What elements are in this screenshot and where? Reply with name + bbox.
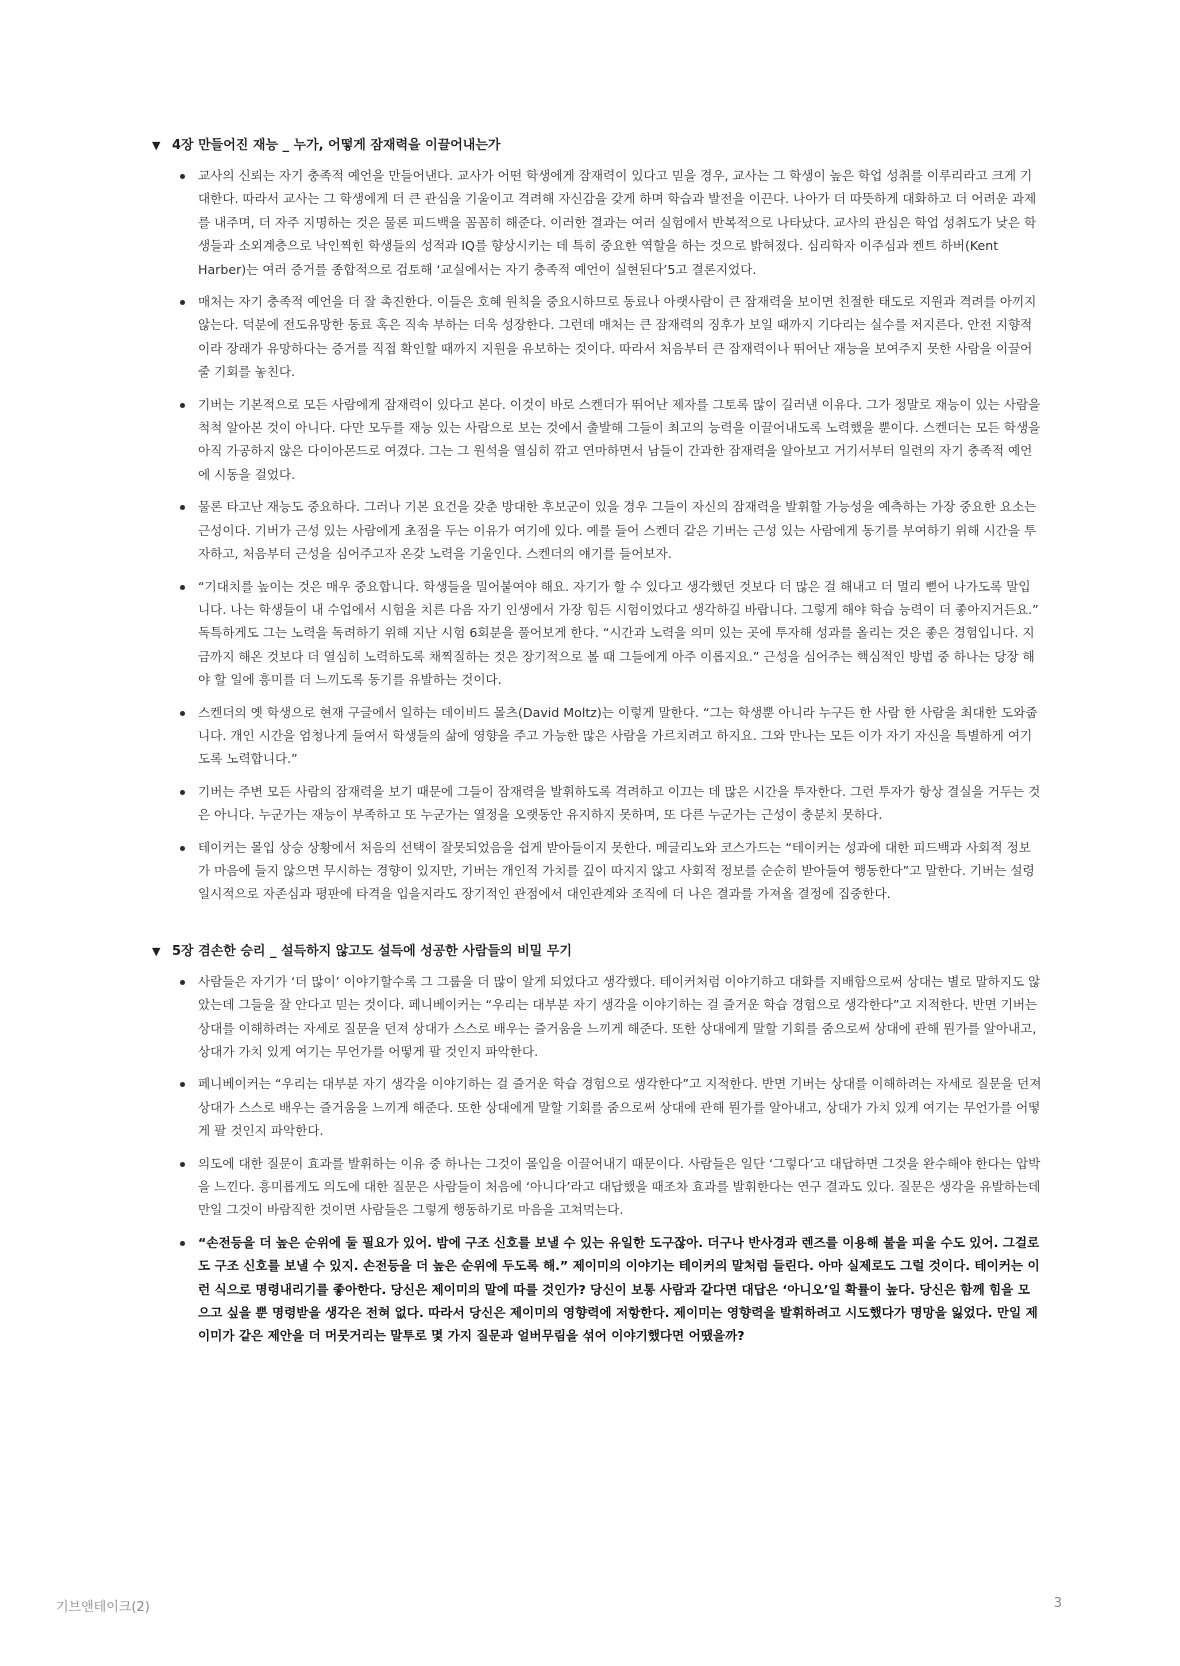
list-item: [178, 780, 1042, 827]
bullet-icon: [180, 790, 185, 795]
footer-document-title: 기브앤테이크(2): [56, 1600, 150, 1615]
list-item-text: 매처는 자기 충족적 예언을 더 잘 촉진한다. 이들은 호혜 원칙을 중요시하므로 동료나 아랫사람이 큰 잠재력을 보이면 친절한 태도로 지원과 격려를 아끼지 않는다. 덕분에 전도유망한 동료 혹은 직속 부하는 더욱 성장한다. 그런데 매처는 큰 잠재력의 징후가 보일 때까지 기다리는 실수를 저지른다. 안전 지향적이라 장래가 유망하다는 증거를 직접 확인할 때까지 지원을 유보하는 것이다. 따라서 처음부터 큰 잠재력이나 뛰어난 재능을 보여주지 못한 사람을 이끌어줄 기회를 놓친다.: [198, 294, 1037, 380]
chapter-5-bullet-list: [152, 970, 1042, 1348]
list-item: [178, 836, 1042, 906]
bullet-icon: [180, 846, 185, 851]
list-item-text: 교사의 신뢰는 자기 충족적 예언을 만들어낸다. 교사가 어떤 학생에게 잠재력이 있다고 믿을 경우, 교사는 그 학생이 높은 학업 성취를 이루리라고 크게 기대한다. 따라서 교사는 그 학생에게 더 큰 관심을 기울이고 격려해 자신감을 갖게 하며 학습과 발전을 이끈다. 나아가 더 따뜻하게 대화하고 더 어려운 과제를 내주며, 더 자주 지명하는 것은 물론 피드백을 꼼꼼히 해준다. 이러한 결과는 여러 실험에서 반복적으로 나타났다. 교사의 관심은 학업 성취도가 낮은 학생들과 소외계층으로 낙인찍힌 학생들의 성적과 IQ를 향상시키는 데 특히 중요한 역할을 하는 것으로 밝혀졌다. 심리학자 이주심과 켄트 하버(Kent Harber)는 여러 증거를 종합적으로 검토해 ‘교실에서는 자기 충족적 예언이 실현된다’5고 결론지었다.: [198, 168, 1037, 277]
bullet-icon: [180, 403, 185, 408]
footer-page-number: 3: [1053, 1596, 1062, 1611]
list-item-text: 페니베이커는 “우리는 대부분 자기 생각을 이야기하는 걸 즐거운 학습 경험으로 생각한다”고 지적한다. 반면 기버는 상대를 이해하려는 자세로 질문을 던져 상대가 스스로 배우는 즐거움을 느끼게 해준다. 또한 상대에게 말할 기회를 줌으로써 상대에 관해 뭔가를 알아내고, 상대가 가치 있게 여기는 무언가를 어떻게 팔 것인지 파악한다.: [198, 1076, 1042, 1139]
bullet-icon: [180, 711, 185, 716]
list-item: [178, 701, 1042, 771]
list-item: [178, 1072, 1042, 1142]
bullet-icon: [180, 174, 185, 179]
chapter-4-section: [152, 136, 1042, 906]
list-item: [178, 495, 1042, 565]
toggle-arrow-icon[interactable]: ▼: [152, 944, 161, 958]
list-item-bold: [178, 1231, 1042, 1348]
list-item-text: “기대치를 높이는 것은 매우 중요합니다. 학생들을 밀어붙여야 해요. 자기가 할 수 있다고 생각했던 것보다 더 많은 걸 해내고 더 멀리 뻗어 나가도록 말입니다. 나는 학생들이 내 수업에서 시험을 치른 다음 자기 인생에서 가장 힘든 시험이었다고 생각하길 바랍니다. 그렇게 해야 학습 능력이 더 좋아지거든요.” 독특하게도 그는 노력을 독려하기 위해 지난 시험 6회분을 풀어보게 한다. “시간과 노력을 의미 있는 곳에 투자해 성과를 올리는 것은 좋은 경험입니다. 지금까지 해온 것보다 더 열심히 노력하도록 채찍질하는 것은 장기적으로 볼 때 그들에게 아주 이롭지요.” 근성을 심어주는 핵심적인 방법 중 하나는 당장 해야 할 일에 흥미를 더 느끼도록 동기를 유발하는 것이다.: [198, 578, 1039, 688]
list-item: [178, 164, 1042, 281]
list-item: [178, 575, 1042, 692]
chapter-5-toggle[interactable]: [152, 942, 1042, 962]
list-item-text: 사람들은 자기가 ‘더 많이’ 이야기할수록 그 그룹을 더 많이 알게 되었다고 생각했다. 테이커처럼 이야기하고 대화를 지배함으로써 상대는 별로 말하지도 않았는데 그들을 잘 안다고 믿는 것이다. 페니베이커는 “우리는 대부분 자기 생각을 이야기하는 걸 즐거운 학습 경험으로 생각한다”고 지적한다. 반면 기버는 상대를 이해하려는 자세로 질문을 던져 상대가 스스로 배우는 즐거움을 느끼게 해준다. 또한 상대에게 말할 기회를 줌으로써 상대에 관해 뭔가를 알아내고, 상대가 가치 있게 여기는 무언가를 어떻게 팔 것인지 파악한다.: [198, 973, 1041, 1059]
bullet-icon: [180, 1082, 185, 1087]
list-item: [178, 1152, 1042, 1222]
list-item: [178, 290, 1042, 384]
bullet-icon: [180, 1241, 185, 1246]
bullet-icon: [180, 1162, 185, 1167]
list-item: [178, 393, 1042, 487]
list-item-text: 의도에 대한 질문이 효과를 발휘하는 이유 중 하나는 그것이 몰입을 이끌어내기 때문이다. 사람들은 일단 ‘그렇다’고 대답하면 그것을 완수해야 한다는 압박을 느낀다. 흥미롭게도 의도에 대한 질문은 사람들이 처음에 ‘아니다’라고 대답했을 때조차 효과를 발휘한다는 연구 결과도 있다. 질문은 생각을 유발하는데 만일 그것이 바람직한 것이면 사람들은 그렇게 행동하기로 마음을 고쳐먹는다.: [198, 1155, 1041, 1218]
chapter-5-title: 5장 겸손한 승리 _ 설득하지 않고도 설득에 성공한 사람들의 비밀 무기: [172, 943, 572, 959]
list-item-text: “손전등을 더 높은 순위에 둘 필요가 있어. 밤에 구조 신호를 보낼 수 있는 유일한 도구잖아. 더구나 반사경과 렌즈를 이용해 불을 피울 수도 있어. 그걸로도 구조 신호를 보낼 수 있지. 손전등을 더 높은 순위에 두도록 해.” 제이미의 이야기는 테이커의 말처럼 들린다. 아마 실제로도 그럴 것이다. 테이커는 이런 식으로 명령내리기를 좋아한다. 당신은 제이미의 말에 따를 것인가? 당신이 보통 사람과 같다면 대답은 ‘아니오’일 확률이 높다. 당신은 함께 힘을 모으고 싶을 뿐 명령받을 생각은 전혀 없다. 따라서 당신은 제이미의 영향력에 저항한다. 제이미는 영향력을 발휘하려고 시도했다가 명망을 잃었다. 만일 제이미가 같은 제안을 더 머뭇거리는 말투로 몇 가지 질문과 얼버무림을 섞어 이야기했다면 어땠을까?: [198, 1234, 1040, 1344]
bullet-icon: [180, 300, 185, 305]
list-item-text: 스켄더의 옛 학생으로 현재 구글에서 일하는 데이비드 몰츠(David Moltz)는 이렇게 말한다. “그는 학생뿐 아니라 누구든 한 사람 한 사람을 최대한 도와줍니다. 개인 시간을 엄청나게 들여서 학생들의 삶에 영향을 주고 가능한 많은 사람을 가르치려고 하지요. 그와 만나는 모든 이가 자기 자신을 특별하게 여기도록 노력합니다.”: [198, 704, 1038, 767]
document-page: [152, 136, 1042, 1384]
list-item-text: 테이커는 몰입 상승 상황에서 처음의 선택이 잘못되었음을 쉽게 받아들이지 못한다. 메글리노와 코스가드는 “테이커는 성과에 대한 피드백과 사회적 정보가 마음에 들지 않으면 무시하는 경향이 있지만, 기버는 개인적 가치를 깊이 따지지 않고 사회적 정보를 순순히 받아들여 행동한다”고 말한다. 기버는 설령 일시적으로 자존심과 평판에 타격을 입을지라도 장기적인 관점에서 대인관계와 조직에 더 나은 결과를 가져올 결정에 집중한다.: [198, 839, 1035, 902]
chapter-5-section: [152, 942, 1042, 1348]
list-item-text: 물론 타고난 재능도 중요하다. 그러나 기본 요건을 갖춘 방대한 후보군이 있을 경우 그들이 자신의 잠재력을 발휘할 가능성을 예측하는 가장 중요한 요소는 근성이다. 기버가 근성 있는 사람에게 초점을 두는 이유가 여기에 있다. 예를 들어 스켄더 같은 기버는 근성 있는 사람에게 동기를 부여하기 위해 시간을 투자하고, 처음부터 근성을 심어주고자 온갖 노력을 기울인다. 스켄더의 얘기를 들어보자.: [198, 499, 1037, 562]
toggle-arrow-icon[interactable]: ▼: [152, 139, 161, 152]
bullet-icon: [180, 585, 185, 590]
chapter-4-title: 4장 만들어진 재능 _ 누가, 어떻게 잠재력을 이끌어내는가: [172, 138, 501, 153]
list-item-text: 기버는 기본적으로 모든 사람에게 잠재력이 있다고 본다. 이것이 바로 스켄더가 뛰어난 제자를 그토록 많이 길러낸 이유다. 그가 정말로 재능이 있는 사람을 척척 알아본 것이 아니다. 다만 모두를 재능 있는 사람으로 보는 것에서 출발해 그들이 최고의 능력을 이끌어내도록 노력했을 뿐이다. 스켄더는 모든 학생을 아직 가공하지 않은 다이아몬드로 여겼다. 그는 그 원석을 열심히 깎고 연마하면서 남들이 간과한 잠재력을 알아보고 거기서부터 일련의 자기 충족적 예언에 시동을 걸었다.: [198, 396, 1041, 482]
list-item: [178, 970, 1042, 1064]
chapter-4-bullet-list: [152, 164, 1042, 906]
chapter-4-toggle[interactable]: [152, 136, 1042, 156]
bullet-icon: [180, 980, 185, 985]
bullet-icon: [180, 505, 185, 510]
list-item-text: 기버는 주변 모든 사람의 잠재력을 보기 때문에 그들이 잠재력을 발휘하도록 격려하고 이끄는 데 많은 시간을 투자한다. 그런 투자가 항상 결실을 거두는 것은 아니다. 누군가는 재능이 부족하고 또 누군가는 열정을 오랫동안 유지하지 못하며, 또 다른 누군가는 근성이 충분치 못하다.: [198, 783, 1041, 823]
